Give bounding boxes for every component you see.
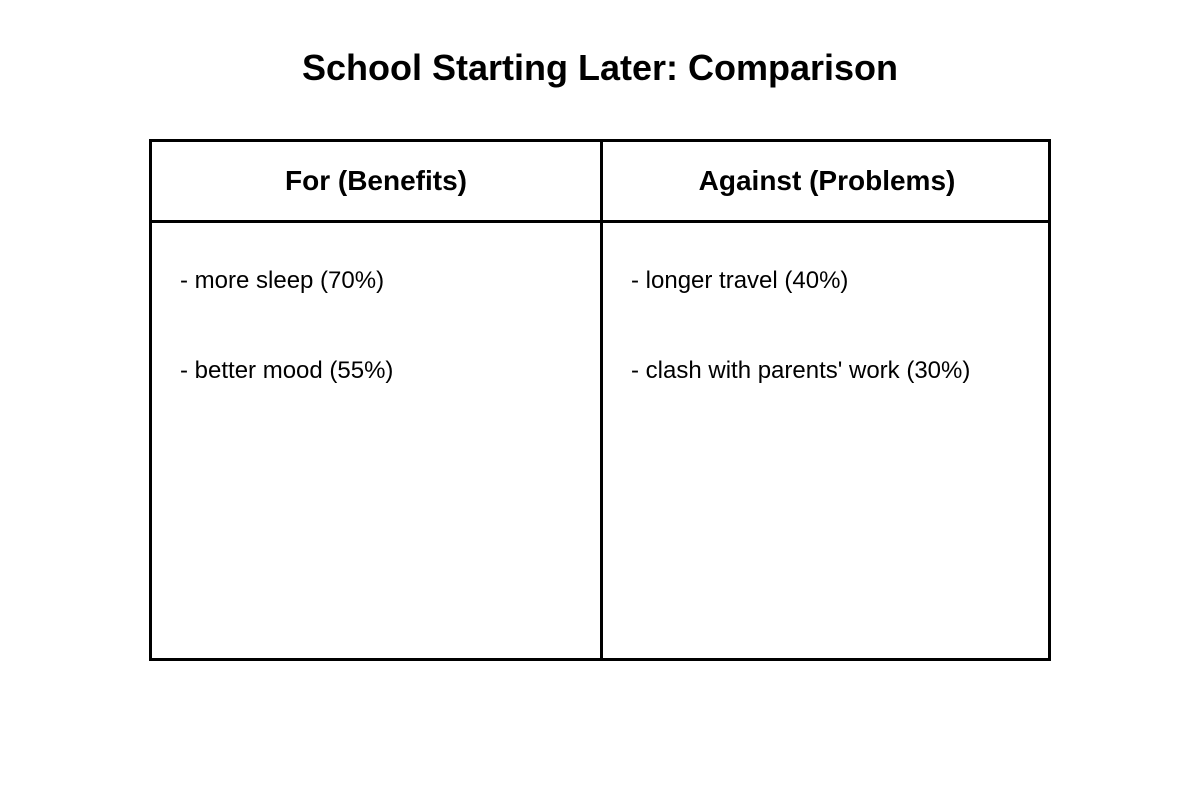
- comparison-table: [149, 139, 1051, 661]
- list-item: - better mood (55%): [180, 357, 394, 384]
- list-item: - more sleep (70%): [180, 267, 385, 294]
- column-against: [600, 142, 1051, 658]
- list-item: - clash with parents' work (30%): [631, 357, 971, 384]
- column-for: [152, 142, 600, 658]
- page-title: School Starting Later: Comparison: [301, 47, 899, 88]
- column-header-against: Against (Problems): [603, 142, 1051, 223]
- column-header-for: For (Benefits): [152, 142, 600, 223]
- list-item: - longer travel (40%): [631, 267, 849, 294]
